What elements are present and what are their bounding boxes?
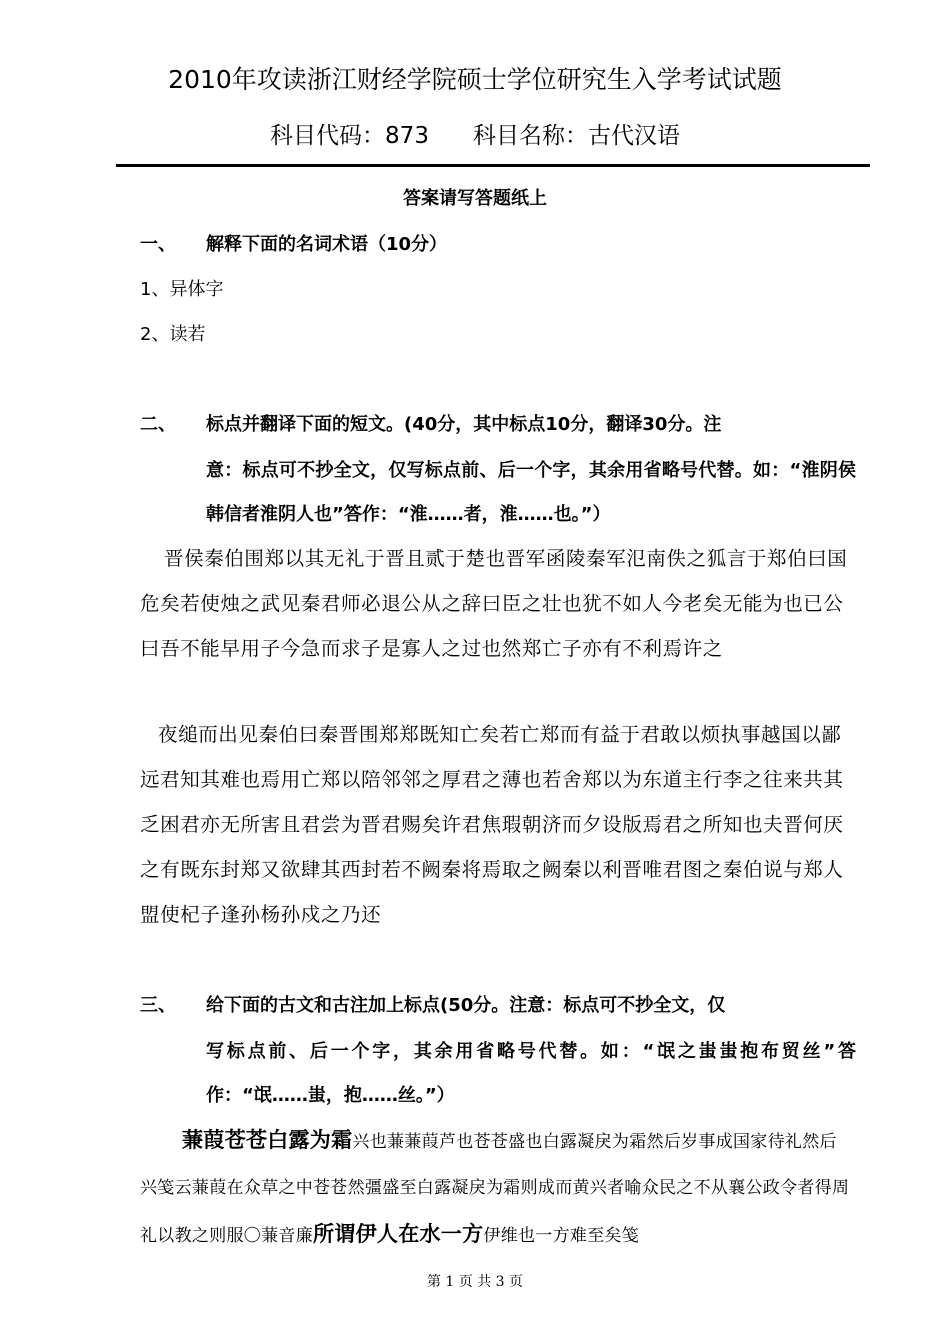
- subject-code: 科目代码：873: [270, 123, 429, 149]
- section1-title: 解释下面的名词术语（10分）: [206, 234, 448, 255]
- subject-line: [0, 118, 950, 154]
- section2-paragraph-2: 夜缒而出见秦伯曰秦晋围郑郑既知亡矣若亡郑而有益于君敢以烦执事越国以鄙远君知其难也焉用亡郑以陪邻邻之厚君之薄也若舍郑以为东道主行李之往来共其乏困君亦无所害且君尝为晋君赐矣许君焦瑕朝济而夕设版焉君之所知也夫晋何厌之有既东封郑又欲肆其西封若不阙秦将焉取之阙秦以利晋唯君图之秦伯说与郑人盟使杞子逢孙杨孙戍之乃还: [140, 723, 844, 926]
- section2-instruction-line1: 标点并翻译下面的短文。(40分，其中标点10分，翻译30分。注: [206, 414, 722, 435]
- annotation-1: 兴也蒹蒹葭芦也苍苍盛也白露凝戾为霜然后岁事成国家待礼然后兴笺云蒹葭在众草之中苍苍然彊盛至白露凝戾为霜则成而黄兴者喻众民之不从襄公政令者得周礼以教之则服〇蒹音廉: [140, 1132, 850, 1246]
- exam-title: 2010年攻读浙江财经学院硕士学位研究生入学考试试题: [168, 65, 782, 94]
- classic-text-1: 蒹葭苍苍白露为霜: [182, 1127, 353, 1152]
- section3-instruction-rest: 写标点前、后一个字，其余用省略号代替。如：“氓之蚩蚩抱布贸丝”答作：“氓……蚩，抱……丝。”）: [206, 1041, 856, 1106]
- section3-instruction-line1: 给下面的古文和古注加上标点(50分。注意：标点可不抄全文，仅: [206, 995, 726, 1016]
- section3-text: [140, 1117, 852, 1259]
- classic-text-2: 所谓伊人在水一方: [313, 1221, 484, 1246]
- annotation-2: 伊维也一方难至矣笺: [483, 1226, 640, 1246]
- answer-notice: 答案请写答题纸上: [403, 188, 547, 209]
- subject-name: 科目名称：古代汉语: [472, 123, 680, 149]
- section3-number: 三、: [140, 995, 176, 1016]
- page-footer: 第 1 页 共 3 页: [426, 1274, 524, 1290]
- section2-instruction-rest: 意：标点可不抄全文，仅写标点前、后一个字，其余用省略号代替。如：“淮阴侯韩信者淮阴人也”答作：“淮……者，淮……也。”）: [206, 460, 856, 525]
- section1-number: 一、: [140, 234, 176, 255]
- section2-paragraph-1: 晋侯秦伯围郑以其无礼于晋且贰于楚也晋军函陵秦军氾南佚之狐言于郑伯曰国危矣若使烛之武见秦君师必退公从之辞曰臣之壮也犹不如人今老矣无能为也已公曰吾不能早用子今急而求子是寡人之过也然郑亡子亦有不利焉许之: [140, 547, 848, 660]
- header-divider: [116, 164, 870, 167]
- section1-item-2: 2、读若: [140, 324, 206, 345]
- section1-item-1: 1、异体字: [140, 279, 224, 300]
- section2-number: 二、: [140, 414, 176, 435]
